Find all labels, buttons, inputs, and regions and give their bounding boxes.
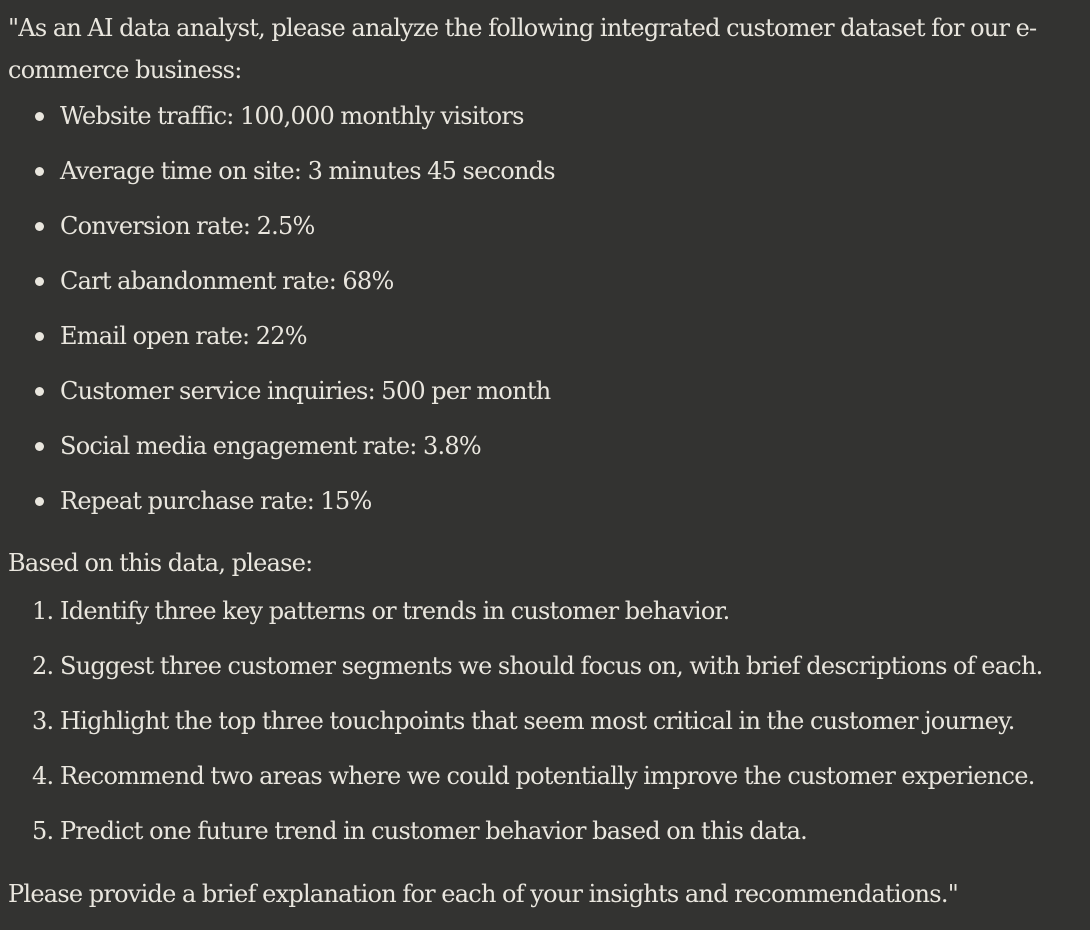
list-item [8, 751, 1084, 806]
bullet-icon [35, 387, 44, 396]
list-item [8, 94, 1084, 149]
metric-text: Conversion rate: 2.5% [60, 212, 315, 240]
step-number: 2. [32, 652, 54, 680]
metric-text: Repeat purchase rate: 15% [60, 487, 372, 515]
list-item [8, 204, 1084, 259]
metric-text: Cart abandonment rate: 68% [60, 267, 394, 295]
step-number: 4. [32, 762, 54, 790]
list-item [8, 696, 1084, 751]
metrics-list [8, 94, 1084, 534]
list-item [8, 424, 1084, 479]
closing-paragraph: Please provide a brief explanation for each of your insights and recommendations." [8, 880, 958, 908]
bullet-icon [35, 167, 44, 176]
intro-paragraph: "As an AI data analyst, please analyze the following integrated customer dataset for our e-commerce business: [8, 14, 1037, 84]
step-text: Highlight the top three touchpoints that seem most critical in the customer journey. [60, 707, 1015, 735]
list-item [8, 149, 1084, 204]
bullet-icon [35, 442, 44, 451]
list-item [8, 641, 1084, 696]
bullet-icon [35, 112, 44, 121]
list-item [8, 314, 1084, 369]
step-text: Recommend two areas where we could potentially improve the customer experience. [60, 762, 1035, 790]
step-number: 5. [32, 817, 54, 845]
list-item [8, 369, 1084, 424]
list-item [8, 479, 1084, 534]
metric-text: Social media engagement rate: 3.8% [60, 432, 481, 460]
bullet-icon [35, 277, 44, 286]
lead-paragraph: Based on this data, please: [8, 549, 313, 577]
metric-text: Email open rate: 22% [60, 322, 307, 350]
list-item [8, 586, 1084, 641]
metric-text: Website traffic: 100,000 monthly visitors [60, 102, 524, 130]
step-text: Suggest three customer segments we should focus on, with brief descriptions of each. [60, 652, 1043, 680]
steps-list [8, 586, 1084, 861]
list-item [8, 259, 1084, 314]
list-item [8, 806, 1084, 861]
step-text: Predict one future trend in customer behavior based on this data. [60, 817, 808, 845]
step-number: 1. [32, 597, 54, 625]
metric-text: Average time on site: 3 minutes 45 seconds [60, 157, 555, 185]
bullet-icon [35, 497, 44, 506]
metric-text: Customer service inquiries: 500 per month [60, 377, 551, 405]
step-number: 3. [32, 707, 54, 735]
step-text: Identify three key patterns or trends in customer behavior. [60, 597, 730, 625]
bullet-icon [35, 332, 44, 341]
bullet-icon [35, 222, 44, 231]
